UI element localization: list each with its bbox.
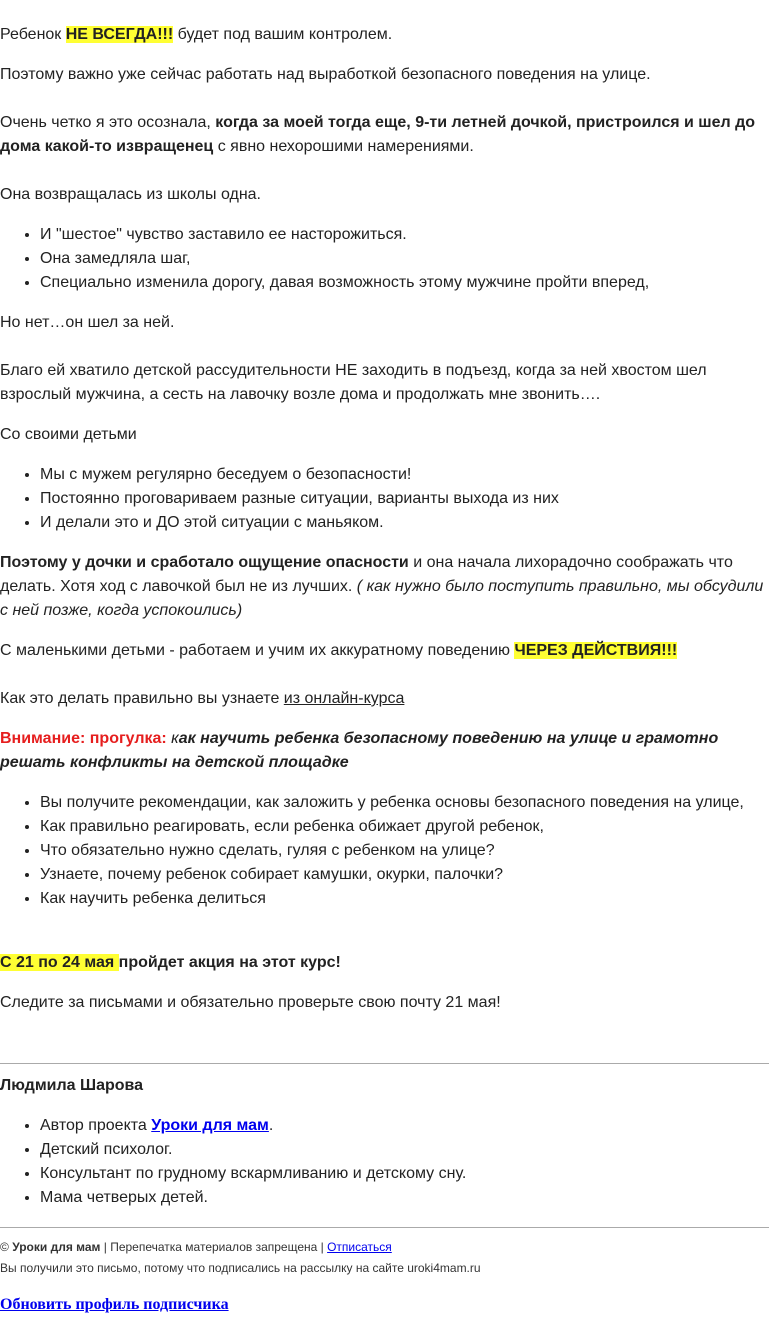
story-paragraph-realized [0, 111, 769, 159]
story-paragraph-followed: Но нет…он шел за ней. [0, 314, 175, 331]
update-profile-row [0, 1293, 769, 1317]
story-bold-text: когда за моей тогда еще, 9-ти летней дочкой, пристроился и шел до дома какой-то извращенец [0, 114, 756, 155]
project-link[interactable]: Уроки для мам [151, 1117, 269, 1134]
promo-dates-highlight: С 21 по 24 мая [0, 954, 119, 971]
author-project-text: Автор проекта [40, 1117, 152, 1134]
footer-brand: Уроки для мам [12, 1240, 101, 1254]
list-item: • Детский психолог. [40, 1138, 769, 1162]
danger-bold-text: Поэтому у дочки и сработало ощущение опасности [0, 554, 409, 571]
story-paragraph-bench: Благо ей хватило детской рассудительности НЕ заходить в подъезд, когда за ней хвостом шел взрослый мужчина, а сесть на лавочку возле дома и продолжать мне звонить…. [0, 362, 707, 403]
footer-middle-text: | Перепечатка материалов запрещена | [100, 1240, 328, 1254]
intro-paragraph-2: Поэтому важно уже сейчас работать над выработкой безопасного поведения на улице. [0, 66, 651, 83]
course-paragraph-intro [0, 687, 769, 711]
attention-k: к [171, 730, 179, 747]
list-item: • Как правильно реагировать, если ребенка обижает другой ребенок, [40, 815, 769, 839]
list-item: • Узнаете, почему ребенок собирает камушки, окурки, палочки? [40, 863, 769, 887]
course-title: ак научить ребенка безопасному поведению на улице и грамотно решать конфликты на детской площадке [0, 730, 719, 771]
list-item: • Специально изменила дорогу, давая возможность этому мужчине пройти вперед, [40, 271, 769, 295]
footer-notice: Вы получили это письмо, потому что подписались на рассылку на сайте uroki4mam.ru [0, 1261, 481, 1275]
story-list-actions [0, 223, 769, 295]
follow-paragraph: Следите за письмами и обязательно проверьте свою почту 21 мая! [0, 994, 501, 1011]
list-item: • Она замедляла шаг, [40, 247, 769, 271]
attention-label: Внимание: прогулка: [0, 730, 172, 747]
story-paragraph-through-actions [0, 639, 769, 663]
list-item: • И делали это и ДО этой ситуации с маньяком. [40, 511, 769, 535]
author-project-dot: . [268, 1117, 274, 1134]
list-item: • И "шестое" чувство заставило ее насторожиться. [40, 223, 769, 247]
course-list-benefits [0, 791, 769, 911]
list-item: • Консультант по грудному вскармливанию и детскому сну. [40, 1162, 769, 1186]
danger-text: и она начала лихорадочно соображать что делать. Хотя ход с лавочкой был не из лучших. [0, 554, 733, 595]
list-item: • Что обязательно нужно сделать, гуляя с ребенком на улице? [40, 839, 769, 863]
list-item: • Постоянно проговариваем разные ситуации, варианты выхода из них [40, 487, 769, 511]
story-paragraph-danger [0, 551, 769, 623]
story-text: Очень четко я это осознала, [0, 114, 216, 131]
online-course-link[interactable]: из онлайн-курса [283, 690, 405, 707]
danger-italic-text: ( как нужно было поступить правильно, мы обсудили с ней позже, когда успокоились) [0, 578, 764, 619]
highlight-through-actions: ЧЕРЕЗ ДЕЙСТВИЯ!!! [514, 642, 678, 659]
story-text-end: с явно нехорошими намерениями. [213, 138, 474, 155]
divider-bottom [0, 1227, 769, 1228]
story-paragraph-own-kids: Со своими детьми [0, 426, 137, 443]
promo-text: пройдет акция на этот курс! [118, 954, 341, 971]
unsubscribe-link[interactable]: Отписаться [327, 1240, 392, 1254]
intro-paragraph-1 [0, 23, 769, 47]
divider-top [0, 1063, 769, 1064]
actions-text: С маленькими детьми - работаем и учим их аккуратному поведению [0, 642, 515, 659]
author-list [0, 1114, 769, 1210]
course-attention-title [0, 727, 769, 775]
course-intro-text: Как это делать правильно вы узнаете [0, 690, 284, 707]
list-item: • Вы получите рекомендации, как заложить у ребенка основы безопасного поведения на улице, [40, 791, 769, 815]
list-item: • Мы с мужем регулярно беседуем о безопасности! [40, 463, 769, 487]
intro-text: Ребенок [0, 26, 66, 43]
story-list-family [0, 463, 769, 535]
list-item: • Мама четверых детей. [40, 1186, 769, 1210]
promo-paragraph [0, 951, 769, 975]
update-profile-link[interactable]: Обновить профиль подписчика [0, 1296, 229, 1313]
highlight-not-always: НЕ ВСЕГДА!!! [65, 26, 174, 43]
list-item [40, 1114, 769, 1138]
email-body [0, 23, 769, 1333]
intro-text-end: будет под вашим контролем. [173, 26, 393, 43]
footer-copyright [0, 1238, 769, 1256]
story-paragraph-school: Она возвращалась из школы одна. [0, 186, 261, 203]
copyright-symbol: © [0, 1240, 13, 1254]
list-item: • Как научить ребенка делиться [40, 887, 769, 911]
author-name: Людмила Шарова [0, 1077, 144, 1094]
